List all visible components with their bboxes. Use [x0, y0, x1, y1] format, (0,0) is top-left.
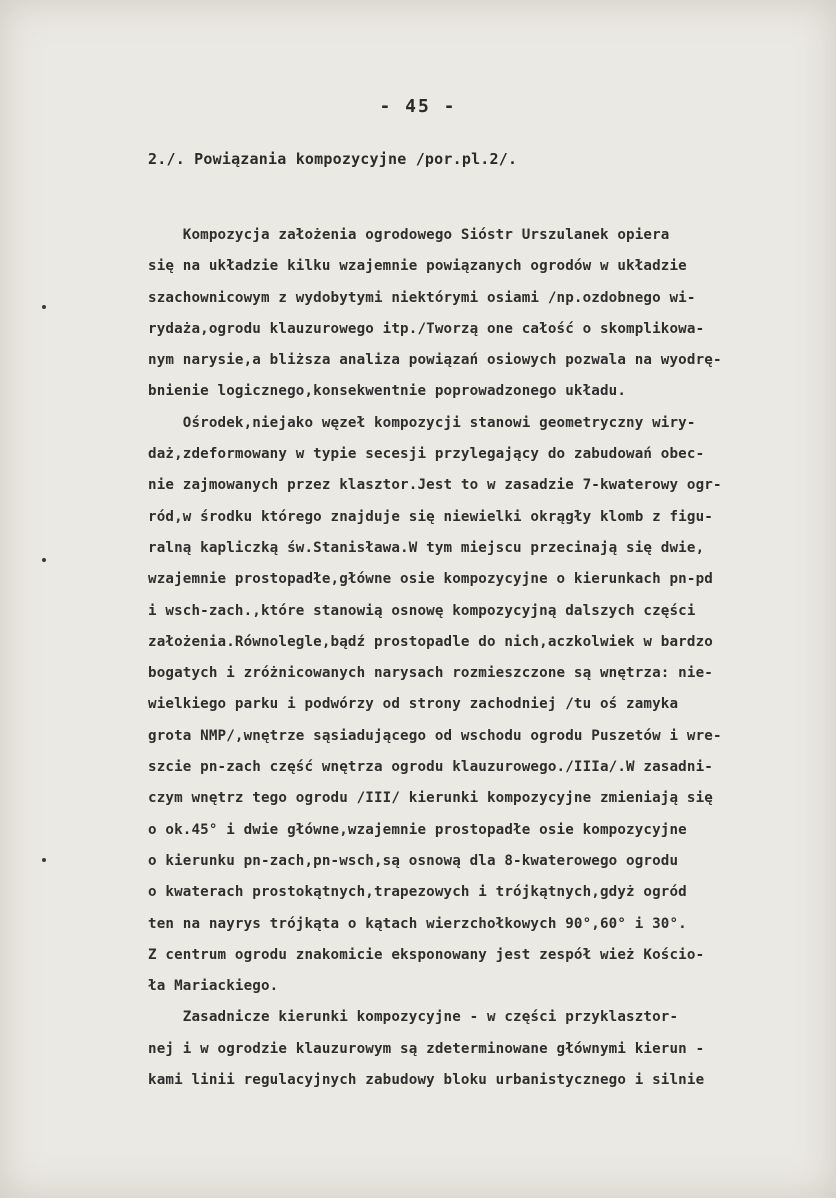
- margin-mark: [42, 558, 46, 562]
- text-line: czym wnętrz tego ogrodu /III/ kierunki kompozycyjne zmieniają się: [148, 790, 713, 807]
- text-line: o kierunku pn-zach,pn-wsch,są osnową dla 8-kwaterowego ogrodu: [148, 852, 679, 869]
- page-number: - 45 -: [379, 96, 457, 117]
- text-line: nym narysie,a bliższa analiza powiązań osiowych pozwala na wyodrę-: [148, 352, 722, 369]
- text-line: nie zajmowanych przez klasztor.Jest to w zasadzie 7-kwaterowy ogr-: [148, 477, 722, 494]
- body-text: [148, 220, 820, 1096]
- text-line: ła Mariackiego.: [148, 978, 279, 995]
- text-line: ród,w środku którego znajduje się niewielki okrągły klomb z figu-: [148, 508, 713, 525]
- text-line: bnienie logicznego,konsekwentnie poprowadzonego układu.: [148, 383, 627, 400]
- text-line: wzajemnie prostopadłe,główne osie kompozycyjne o kierunkach pn-pd: [148, 571, 713, 588]
- margin-mark: [42, 305, 46, 309]
- text-line: daż,zdeformowany w typie secesji przylegający do zabudowań obec-: [148, 446, 705, 463]
- text-line: bogatych i zróżnicowanych narysach rozmieszczone są wnętrza: nie-: [148, 665, 713, 682]
- text-line: szachownicowym z wydobytymi niektórymi osiami /np.ozdobnego wi-: [148, 289, 696, 306]
- text-line: Zasadnicze kierunki kompozycyjne - w części przyklasztor-: [148, 1009, 679, 1026]
- text-line: o ok.45° i dwie główne,wzajemnie prostopadłe osie kompozycyjne: [148, 821, 687, 838]
- text-line: rydaża,ogrodu klauzurowego itp./Tworzą one całość o skomplikowa-: [148, 320, 705, 337]
- text-line: grota NMP/,wnętrze sąsiadującego od wschodu ogrodu Puszetów i wre-: [148, 727, 722, 744]
- margin-mark: [42, 858, 46, 862]
- text-line: nej i w ogrodzie klauzurowym są zdeterminowane głównymi kierun -: [148, 1040, 705, 1057]
- text-line: Ośrodek,niejako węzeł kompozycji stanowi geometryczny wiry-: [148, 414, 696, 431]
- text-line: ten na nayrys trójkąta o kątach wierzchołkowych 90°,60° i 30°.: [148, 915, 687, 932]
- text-line: szcie pn-zach część wnętrza ogrodu klauzurowego./IIIa/.W zasadni-: [148, 759, 713, 776]
- text-line: i wsch-zach.,które stanowią osnowę kompozycyjną dalszych części: [148, 602, 696, 619]
- section-heading: 2./. Powiązania kompozycyjne /por.pl.2/.: [148, 150, 518, 168]
- text-line: ralną kapliczką św.Stanisława.W tym miejscu przecinają się dwie,: [148, 539, 705, 556]
- text-line: wielkiego parku i podwórzy od strony zachodniej /tu oś zamyka: [148, 696, 679, 713]
- text-line: kami linii regulacyjnych zabudowy bloku urbanistycznego i silnie: [148, 1072, 705, 1089]
- text-line: się na układzie kilku wzajemnie powiązanych ogrodów w układzie: [148, 258, 687, 275]
- text-line: Z centrum ogrodu znakomicie eksponowany jest zespół wież Kościo-: [148, 946, 705, 963]
- text-line: Kompozycja założenia ogrodowego Sióstr Urszulanek opiera: [148, 227, 670, 243]
- text-line: założenia.Równolegle,bądź prostopadle do nich,aczkolwiek w bardzo: [148, 633, 713, 650]
- text-line: o kwaterach prostokątnych,trapezowych i trójkątnych,gdyż ogród: [148, 884, 687, 901]
